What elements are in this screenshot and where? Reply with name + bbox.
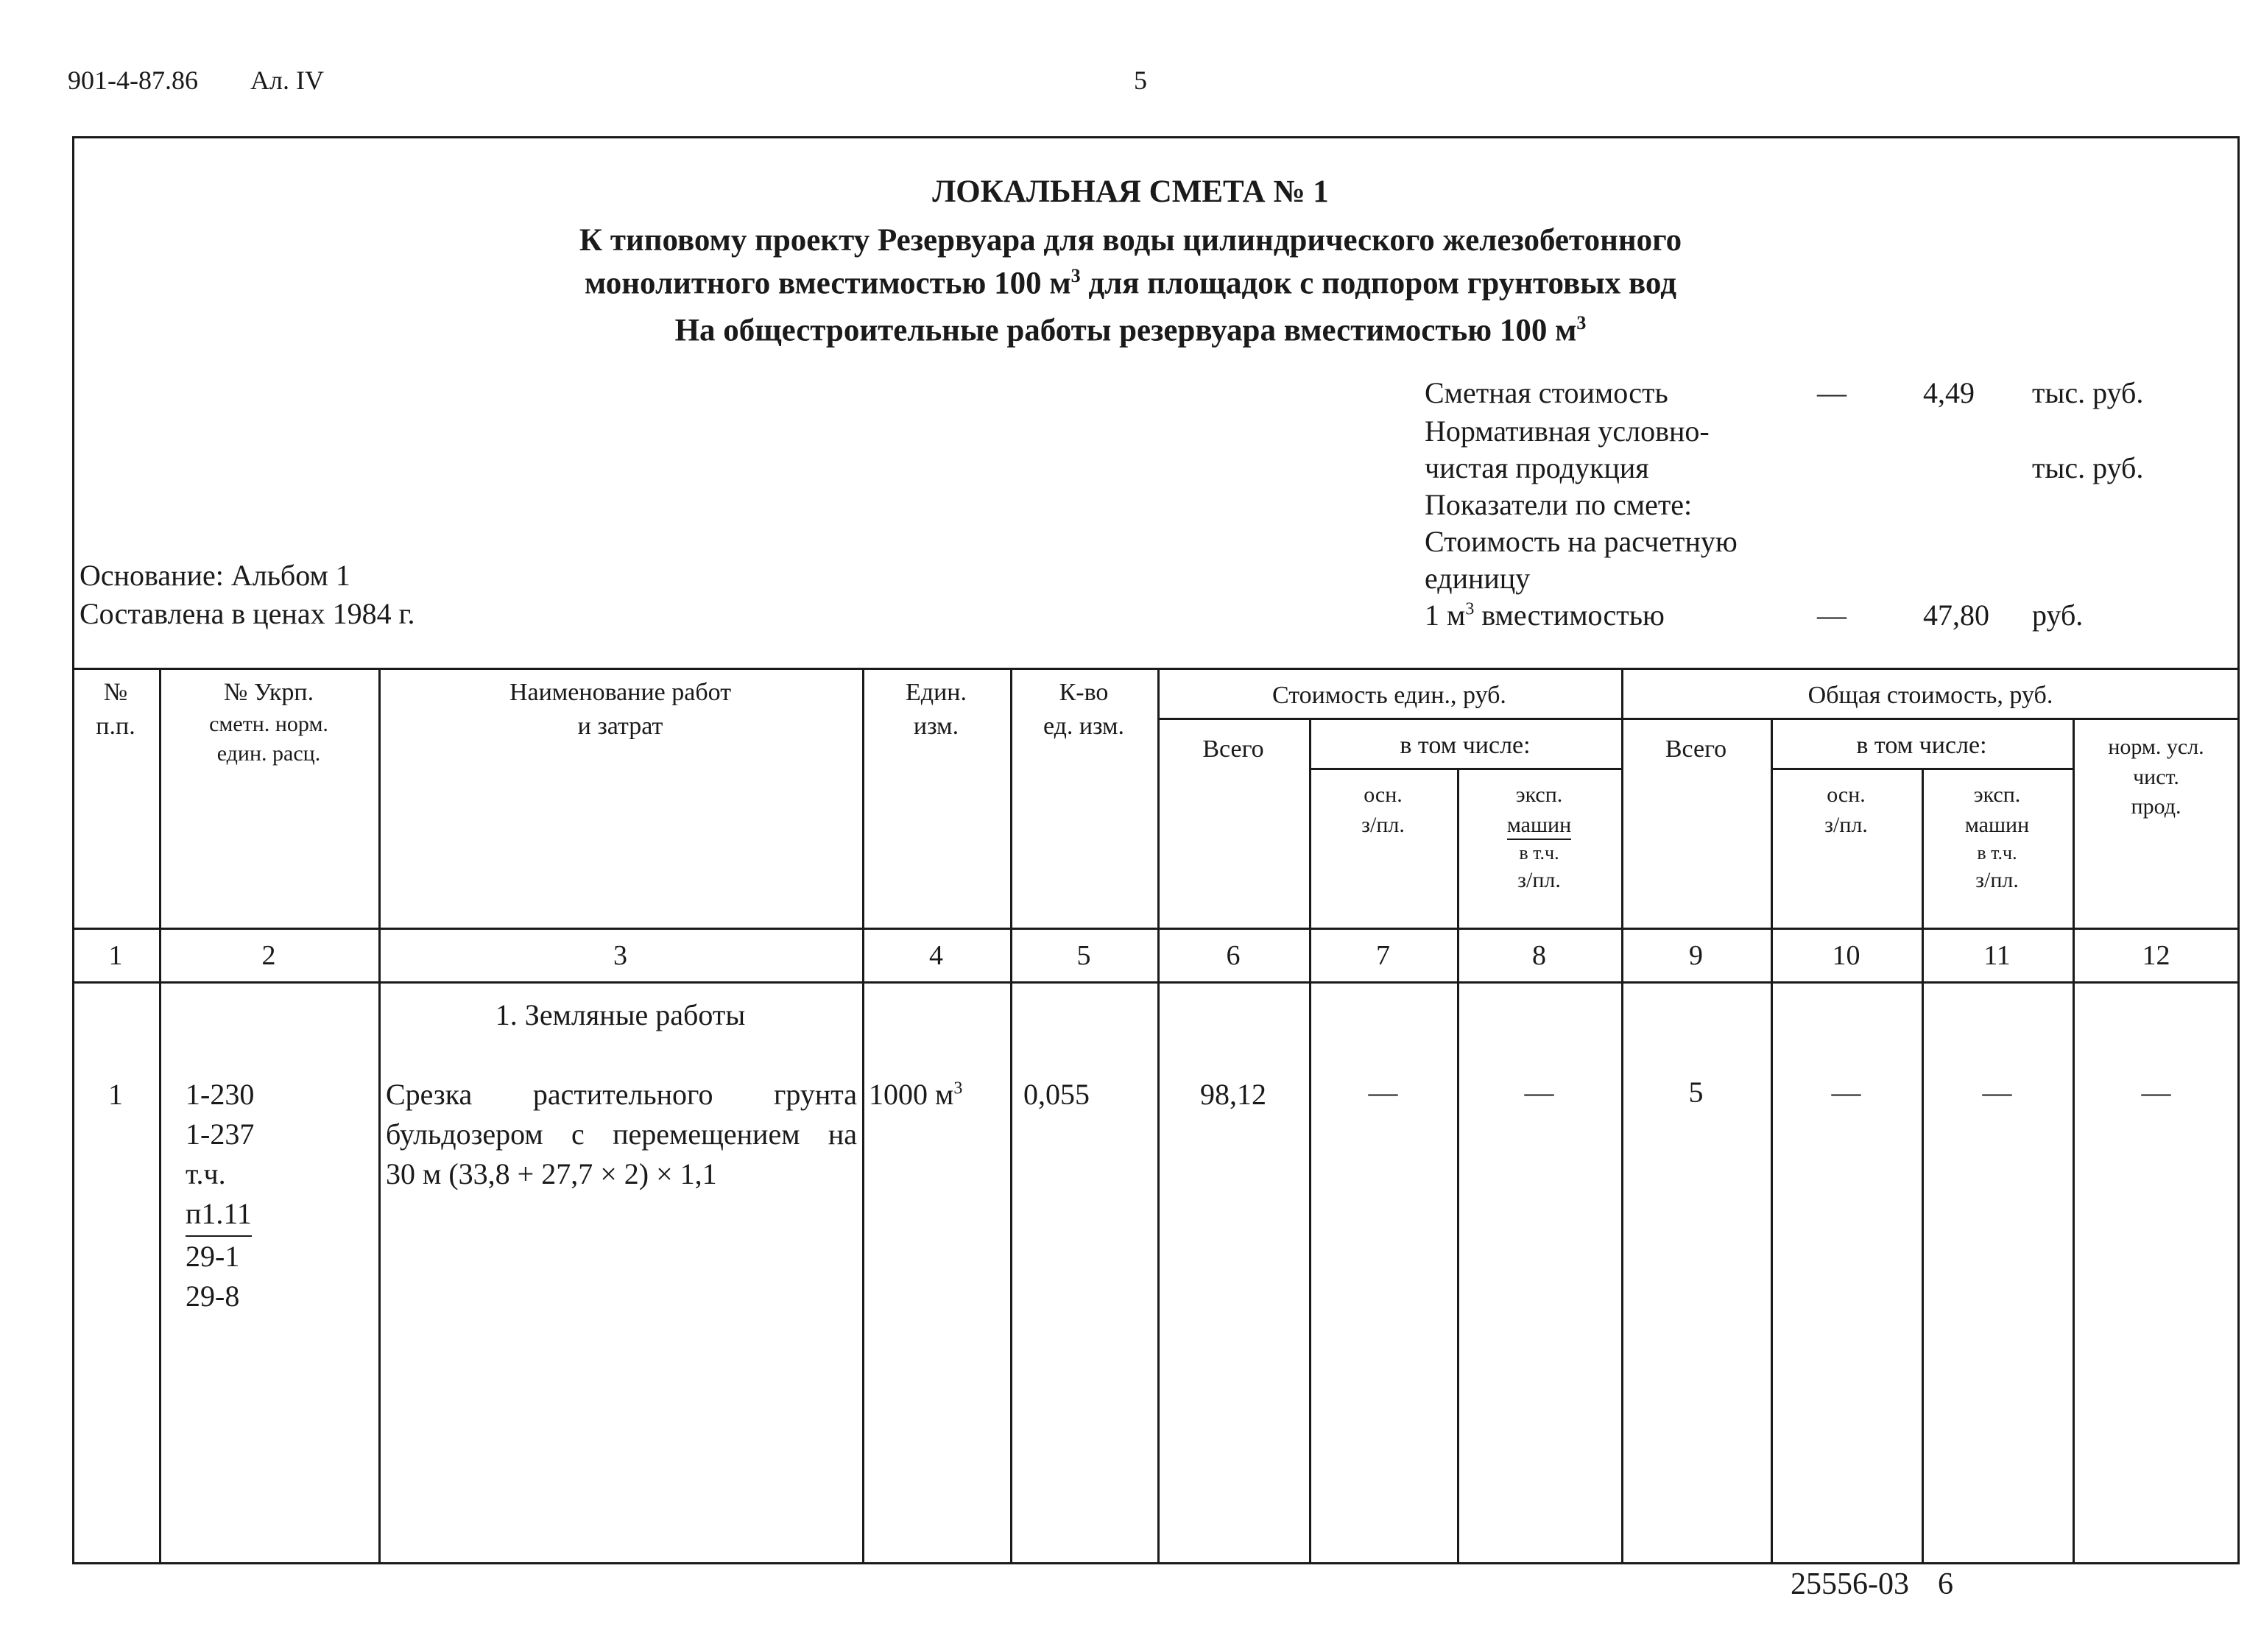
column-number: 10 [1832, 940, 1860, 971]
unit-cost-label-1: Стоимость на расчетную [1425, 525, 1738, 558]
column-number: 7 [1376, 940, 1390, 971]
header-unit-base-wage: осн. з/пл. [1361, 783, 1405, 837]
column-number: 8 [1532, 940, 1546, 971]
estimate-subtitle-line-1: К типовому проекту Резервуара для воды цилиндрического железобетонного [579, 223, 1682, 258]
column-number: 5 [1076, 940, 1091, 971]
row-norm-prod: — [2141, 1076, 2171, 1109]
row-quantity: 0,055 [1023, 1078, 1090, 1111]
section-title: 1. Земляные работы [495, 998, 746, 1031]
capacity-label: 1 $м^3$ вместимостью [1425, 599, 1665, 632]
estimate-subtitle-line-3: На общестроительные работы резервуара вместимостью 100 $м^3$ [674, 312, 1587, 348]
column-number: 12 [2142, 940, 2170, 971]
row-norm-codes: 1-230 1-237 т.ч. п1.11 29-1 29-8 [186, 1078, 255, 1313]
col-divider-8 [1621, 668, 1623, 1564]
page-number: 5 [1134, 66, 1147, 95]
row-total: 5 [1688, 1076, 1704, 1109]
estimated-cost-value: 4,49 [1923, 376, 1975, 409]
estimate-title: ЛОКАЛЬНАЯ СМЕТА № 1 [932, 174, 1329, 209]
capacity-unit: руб. [2032, 599, 2084, 632]
unit-including-divider [1309, 768, 1621, 770]
prices-year-text: Составлена в ценах 1984 г. [80, 597, 415, 630]
header-total-cost-group: Общая стоимость, руб. [1807, 682, 2053, 709]
capacity-dash: — [1817, 599, 1846, 632]
indicators-label: Показатели по смете: [1425, 488, 1693, 521]
normative-label-2: чистая продукция [1425, 451, 1649, 484]
header-col-no: № п.п. [96, 679, 135, 740]
row-unit-cost-total: 98,12 [1200, 1078, 1266, 1111]
row-unit: 1000 $м^3$ [869, 1078, 963, 1111]
row-number: 1 [108, 1078, 123, 1111]
header-total-including: в том числе: [1856, 732, 1987, 759]
col-divider-5 [1157, 668, 1160, 1564]
estimate-frame [72, 136, 2240, 1564]
normative-label-1: Нормативная условно- [1425, 414, 1710, 448]
group-header-divider [1157, 718, 2240, 720]
row-unit-base-wage: — [1368, 1076, 1398, 1109]
column-number: 6 [1226, 940, 1241, 971]
table-top-border [72, 668, 2240, 670]
document-code: 901-4-87.86 [68, 66, 198, 95]
row-total-base-wage: — [1831, 1076, 1861, 1109]
footer-sheet: 6 [1938, 1567, 1953, 1601]
row-unit-machines: — [1524, 1076, 1554, 1109]
col-divider-3 [862, 668, 864, 1564]
header-unit-machines: эксп. машин в т.ч. з/пл. [1506, 783, 1572, 893]
column-number: 1 [108, 940, 123, 971]
col-divider-1 [159, 668, 161, 1564]
footer-code: 25556-03 [1791, 1567, 1909, 1601]
header-col-norm: № Укрп. сметн. норм. един. расц. [209, 679, 328, 766]
estimated-cost-dash: — [1817, 376, 1846, 409]
column-number: 11 [1983, 940, 2011, 971]
col-divider-2 [378, 668, 381, 1564]
estimated-cost-label: Сметная стоимость [1425, 376, 1668, 409]
header-col-unit: Един. изм. [906, 679, 967, 740]
column-number: 2 [261, 940, 276, 971]
column-number: 3 [613, 940, 627, 971]
header-total-all: Всего [1665, 735, 1727, 763]
header-total-machines: эксп. машин в т.ч. з/пл. [1964, 783, 2030, 893]
column-number: 9 [1689, 940, 1703, 971]
basis-text: Основание: Альбом 1 [80, 559, 350, 592]
column-numbers-border [72, 981, 2240, 984]
header-unit-total: Всего [1202, 735, 1264, 763]
header-total-base-wage: осн. з/пл. [1824, 783, 1868, 837]
header-norm-prod: норм. усл. чист. прод. [2108, 735, 2204, 819]
header-bottom-border [72, 928, 2240, 930]
header-col-qty: К-во ед. изм. [1043, 679, 1125, 740]
col-divider-9 [1771, 718, 1773, 1564]
estimated-cost-unit: тыс. руб. [2032, 376, 2144, 409]
album-label: Ал. IV [250, 66, 324, 95]
col-divider-11 [2073, 718, 2075, 1564]
estimate-subtitle-line-2: монолитного вместимостью 100 $м^3$ для площадок с подпором грунтовых вод [585, 265, 1676, 301]
column-number: 4 [929, 940, 943, 971]
row-work-name: Срезка растительного грунта бульдозером с перемещением на 30 м (33,8 + 27,7 × 2) × 1,1 [386, 1078, 857, 1190]
col-divider-4 [1010, 668, 1012, 1564]
header-unit-cost-group: Стоимость един., руб. [1272, 682, 1506, 709]
header-unit-including: в том числе: [1400, 732, 1531, 759]
col-divider-6 [1309, 718, 1311, 1564]
unit-cost-label-2: единицу [1425, 562, 1531, 595]
normative-unit: тыс. руб. [2032, 451, 2144, 484]
header-col-name: Наименование работ и затрат [509, 679, 732, 740]
row-total-machines: — [1982, 1076, 2012, 1109]
capacity-value: 47,80 [1923, 599, 1989, 632]
